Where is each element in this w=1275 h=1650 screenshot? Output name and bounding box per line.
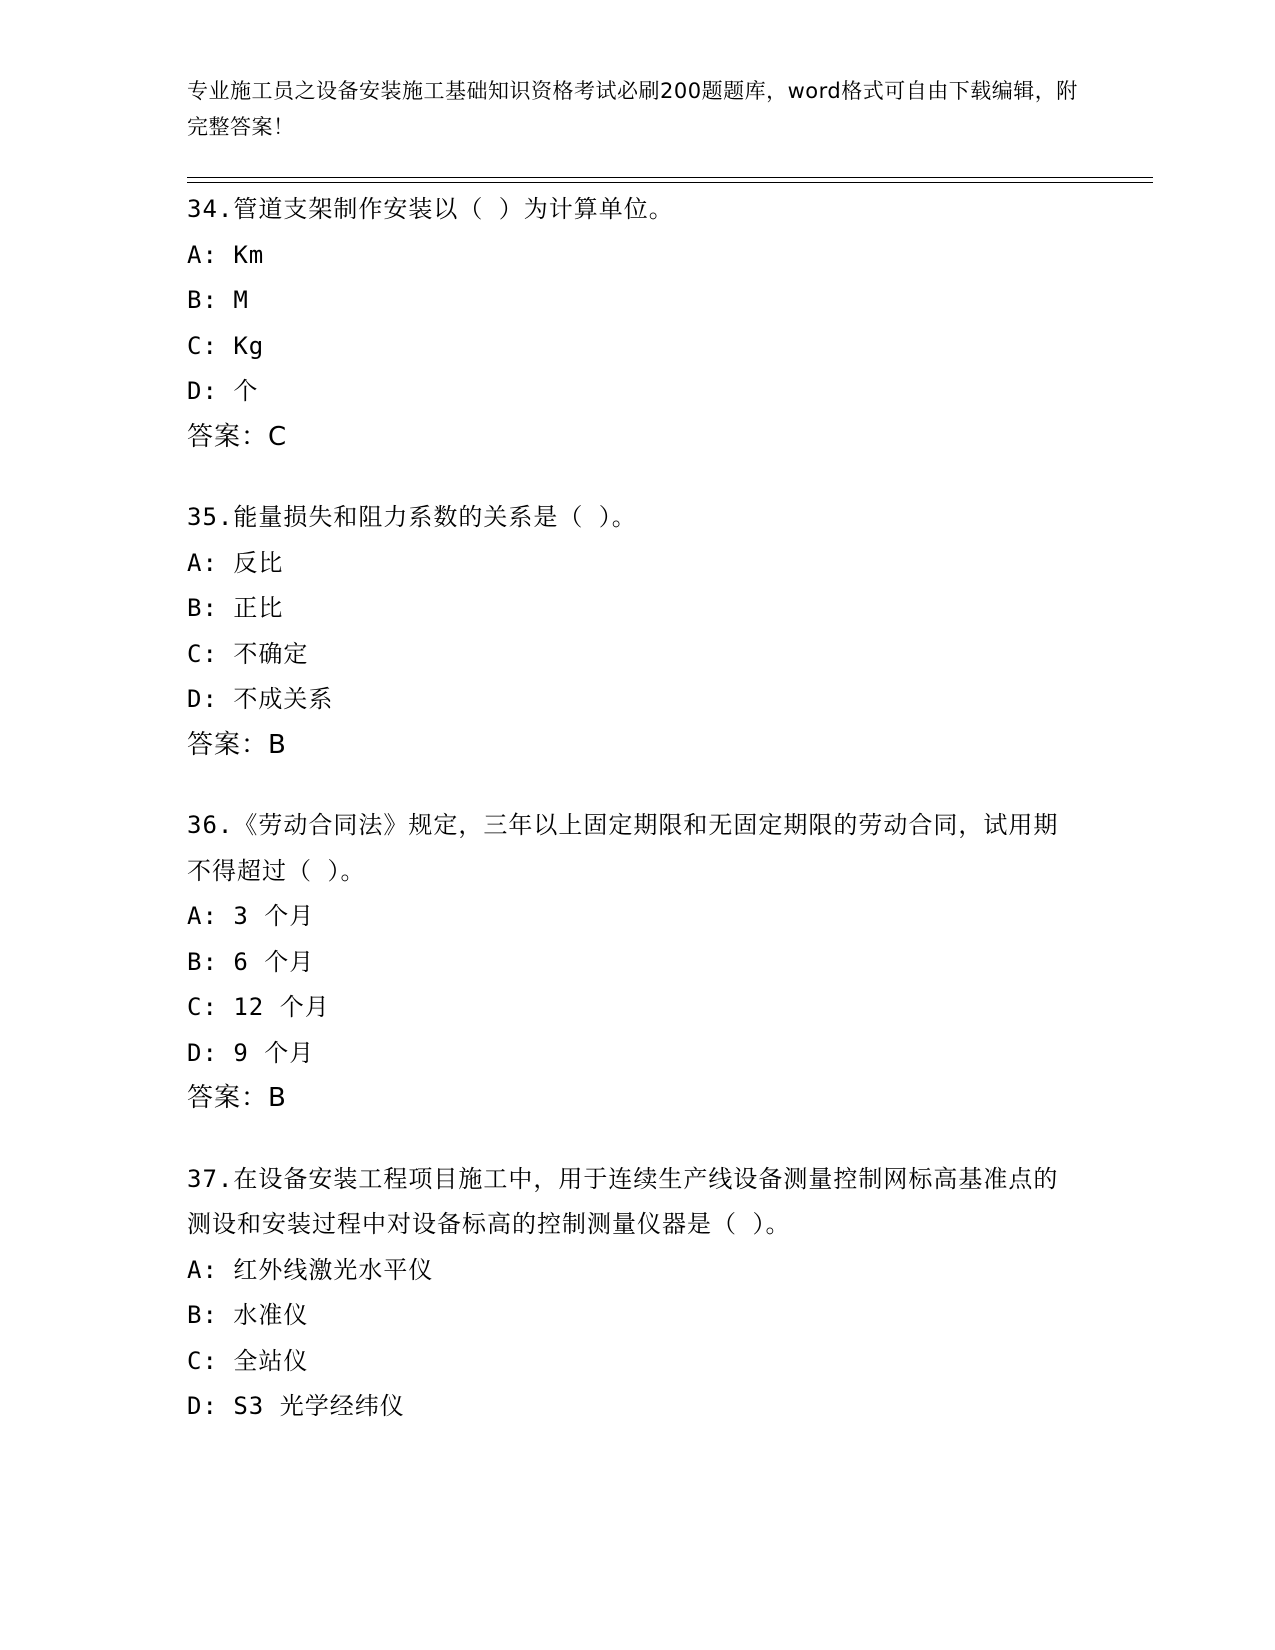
- answer-line: 答案：C: [187, 421, 288, 452]
- option-d: D: 9 个月: [187, 1038, 315, 1067]
- option-b: B: M: [187, 286, 249, 314]
- option-d: D: S3 光学经纬仪: [187, 1392, 405, 1420]
- header-divider-bottom: [187, 182, 1153, 183]
- answer-line: 答案：B: [187, 1083, 287, 1113]
- question-36: [187, 803, 1087, 1122]
- question-37: [187, 1157, 1087, 1430]
- option-b: B: 正比: [187, 594, 284, 622]
- question-stem: 35.能量损失和阻力系数的关系是（ ）。: [187, 503, 637, 531]
- question-34: [187, 187, 1087, 460]
- option-c: C: 不确定: [187, 639, 309, 668]
- question-stem: 34.管道支架制作安装以（ ）为计算单位。: [187, 195, 674, 223]
- option-c: C: 全站仪: [187, 1346, 309, 1375]
- option-d: D: 不成关系: [187, 685, 334, 713]
- question-35: [187, 495, 1087, 768]
- option-c: C: Kg: [187, 331, 265, 360]
- header-divider-top: [187, 177, 1153, 178]
- option-a: A: 红外线激光水平仪: [187, 1255, 434, 1284]
- option-d: D: 个: [187, 377, 259, 405]
- option-a: A: 3 个月: [187, 902, 315, 930]
- answer-line: 答案：B: [187, 729, 287, 760]
- option-b: B: 水准仪: [187, 1301, 309, 1329]
- question-list: [187, 187, 1087, 1465]
- option-a: A: 反比: [187, 548, 284, 577]
- document-header: 专业施工员之设备安装施工基础知识资格考试必刷200题题库，word格式可自由下载编辑，附完整答案！: [187, 79, 1078, 139]
- option-a: A: Km: [187, 240, 265, 269]
- question-stem: 36.《劳动合同法》规定，三年以上固定期限和无固定期限的劳动合同，试用期不得超过（ ）。: [187, 811, 1059, 885]
- option-b: B: 6 个月: [187, 947, 315, 976]
- question-stem: 37.在设备安装工程项目施工中，用于连续生产线设备测量控制网标高基准点的测设和安装过程中对设备标高的控制测量仪器是（ ）。: [187, 1164, 1059, 1238]
- option-c: C: 12 个月: [187, 993, 330, 1021]
